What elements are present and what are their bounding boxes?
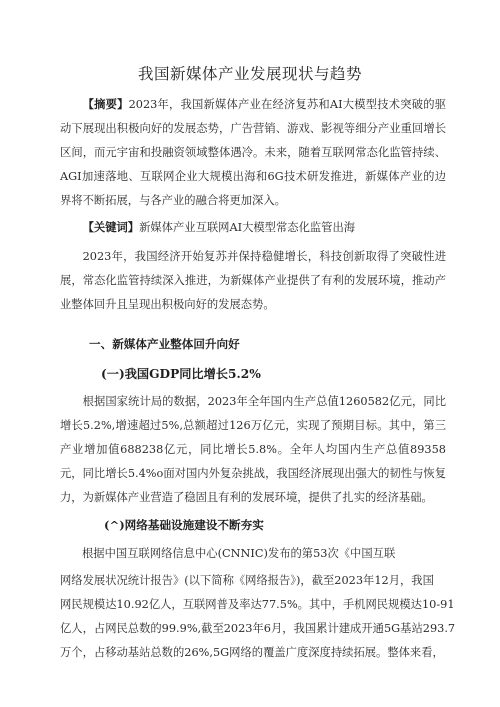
keywords-label: 【关键词】 bbox=[82, 220, 140, 234]
section-heading: 一、新媒体产业整体回升向好 bbox=[89, 337, 240, 351]
intro-paragraph: 2023年，我国经济开始复苏并保持稳健增长，科技创新取得了突破性进展，常态化监管持续深入推进，为新媒体产业提供了有利的发展环境，推动产业整体回升且呈现出积极向好的发展态势。 bbox=[60, 250, 446, 311]
abstract-paragraph bbox=[60, 92, 446, 213]
gdp-paragraph: 根据国家统计局的数据，2023年全年国内生产总值1260582亿元，同比增长5.2%,增速超过5%,总额超过126万亿元，实现了预期目标。其中，第三产业增加值688238亿元，同比增长5.8%。全年人均国内生产总值89358元，同比增长5.4%o面对国内外复杂挑战，我国经济展现出强大的韧性与恢复力，为新媒体产业营造了稳固且有利的发展环境，提供了扎实的经济基础。 bbox=[60, 395, 446, 504]
text-line: 网络发展状况统计报告》(以下简称《网络报告》)，截至2023年12月，我国 bbox=[60, 574, 434, 587]
abstract-label: 【摘要】 bbox=[82, 97, 129, 111]
keywords-text: 新媒体产业互联网AI大模型常态化监管出海 bbox=[139, 221, 356, 234]
text-line: 亿人，占网民总数的99.9%,截至2023年6月，我国累计建成开通5G基站293.7 bbox=[60, 622, 456, 635]
text-line: 根据中国互联网络信息中心(CNNIC)发布的第53次《中国互联 bbox=[82, 547, 396, 560]
text-line: 网民规模达10.92亿人，互联网普及率达77.5%。其中，手机网民规模达10-91 bbox=[60, 598, 455, 611]
subsection-heading: (一)我国GDP同比增长5.2% bbox=[101, 367, 261, 381]
document-title: 我国新媒体产业发展现状与趋势 bbox=[137, 65, 362, 83]
subsection-heading-network: (^)网络基础设施建设不断夯实 bbox=[104, 518, 264, 532]
keywords-paragraph bbox=[60, 215, 446, 240]
abstract-text: 2023年，我国新媒体产业在经济复苏和AI大模型技术突破的驱动下展现出积极向好的发展态势，广告营销、游戏、影视等细分产业重回增长区间，而元宇宙和投融资领域整体遇冷。未来，随着互联网常态化监管持续、AGI加速落地、互联网企业大规模出海和6G技术研发推进，新媒体产业的边界将不断拓展，与各产业的融合将更加深入。 bbox=[60, 98, 446, 207]
text-line: 万个，占移动基站总数的26%,5G网络的覆盖广度深度持续拓展。整体来看， bbox=[60, 646, 444, 659]
